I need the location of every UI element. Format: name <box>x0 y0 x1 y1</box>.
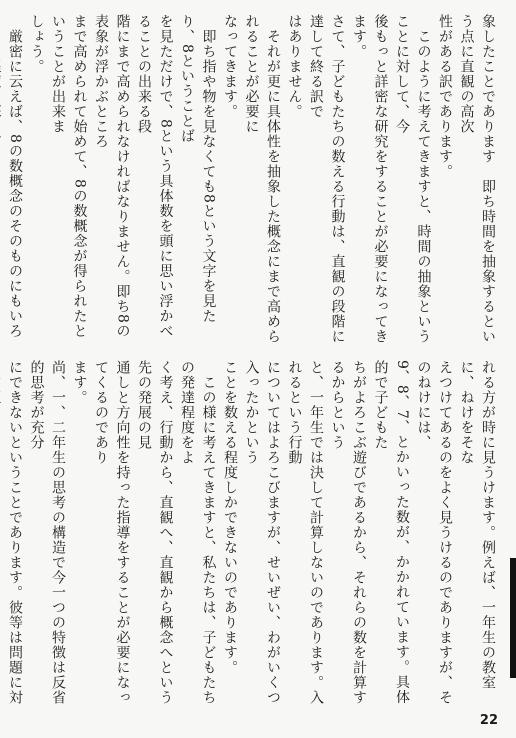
text-line: 後もっと詳密な研究をすることが必要になってきます。 <box>351 14 389 344</box>
text-line: く考え、行動から、直観へ、直観から概念へという先の発展の見 <box>136 360 174 705</box>
text-line: まで高められて始めて、8の数概念が得られたということが出来ま <box>50 14 88 339</box>
text-line: この様に考えてきますと、私たちは、子どもたちの発達程度をよ <box>179 360 217 705</box>
text-line: ちがよろこぶ遊びであるから、それらの数を計算するからという <box>329 360 367 705</box>
text-line: 通しと方向性を持った指導をすることが必要になってくるのであり <box>93 360 131 705</box>
page-number: 22 <box>479 713 498 728</box>
text-line: 即ち指や物を見なくても8という文字を見たり、8ということば <box>179 14 217 324</box>
text-line: 象したことであります 即ち時間を抽象するという点に直観の高次 <box>458 14 496 344</box>
text-line: れる方が時に見うけます。例えば、一年生の教室に、ねけをそな <box>458 360 496 690</box>
text-line: えつけてあるのをよく見うけるのでありますが、そのねけには、 <box>415 360 453 705</box>
text-line: ます。 <box>71 360 88 405</box>
text-line: ことを数える程度しかできないのであります。 <box>222 360 238 675</box>
page-edge-mark <box>510 558 516 678</box>
text-line: 9、8、7、とかいった数が、かかれています。具体的で子どもた <box>372 360 410 705</box>
text-line: それが更に具体性を抽象した概念にまで高められることが必要に <box>243 14 281 344</box>
text-line: はありません。 <box>286 14 303 119</box>
text-line: このように考えてきますと、時間の抽象ということに対して、今 <box>394 14 432 344</box>
text-line: さて、子どもたちの数える行動は、直観の段階に達して終る訳で <box>308 14 346 344</box>
text-line: と、一年生では決して計算しないのであります。入れるという行動 <box>286 360 324 705</box>
lower-text-block <box>8 360 498 705</box>
text-line: 尚、一、二年生の思考の構造で今一つの特徴は反省的思考が充分 <box>28 360 66 705</box>
text-line: しょう。 <box>28 14 45 74</box>
text-line: にできないということであります。彼等は問題に対 <box>7 360 23 705</box>
text-line: 厳密に云えば、8の数概念のそのものにもいろ <box>7 29 23 339</box>
text-line: 階にまで高められなければなりません。即ち8の表象が浮かぶところ <box>93 14 131 339</box>
text-line: についてはよろこびますが、せいぜい、わがいくつ入ったかという <box>243 360 281 705</box>
text-line: を見ただけで、8という具体数を頭に思い浮かべることの出来る段 <box>136 14 174 339</box>
text-line: なってきます。 <box>222 14 238 119</box>
text-line: 性がある訳であります。 <box>437 14 453 179</box>
upper-text-block <box>8 14 498 344</box>
